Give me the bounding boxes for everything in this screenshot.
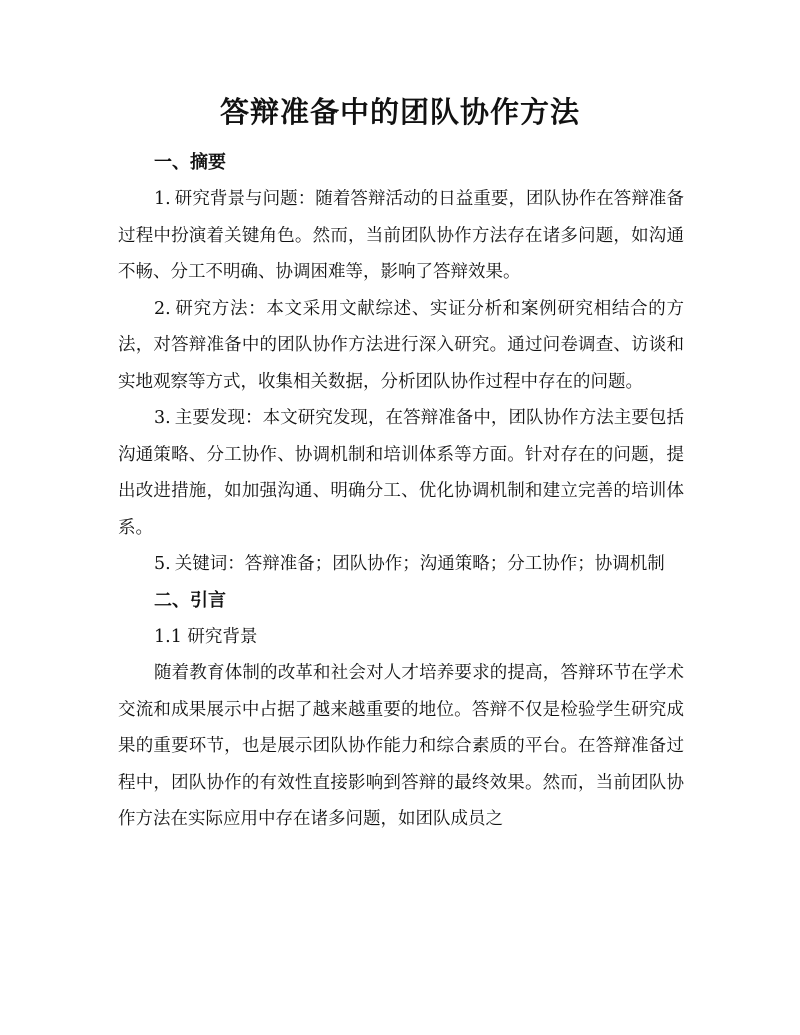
abstract-keywords-number: 5. <box>154 554 171 574</box>
document-body <box>118 145 684 838</box>
research-background-paragraph: 随着教育体制的改革和社会对人才培养要求的提高，答辩环节在学术交流和成果展示中占据了越来越重要的地位。答辩不仅是检验学生研究成果的重要环节，也是展示团队协作能力和综合素质的平台。在答辩准备过程中，团队协作的有效性直接影响到答辩的最终效果。然而，当前团队协作方法在实际应用中存在诸多问题，如团队成员之 <box>118 663 684 829</box>
introduction-heading: 二、引言 <box>154 589 226 611</box>
abstract-item-2-text: 研究方法：本文采用文献综述、实证分析和案例研究相结合的方法，对答辩准备中的团队协作方法进行深入研究。通过问卷调查、访谈和实地观察等方式，收集相关数据，分析团队协作过程中存在的问题。 <box>118 298 684 392</box>
abstract-item-2 <box>118 291 684 401</box>
document-title: 答辩准备中的团队协作方法 <box>219 95 580 129</box>
abstract-item-1 <box>118 181 684 291</box>
abstract-heading: 一、摘要 <box>154 152 226 173</box>
abstract-keywords <box>118 546 684 583</box>
abstract-item-3-number: 3. <box>154 408 171 428</box>
research-background-subheading: 1.1 研究背景 <box>154 626 258 647</box>
abstract-item-2-number: 2. <box>154 298 171 319</box>
abstract-item-3 <box>118 400 684 546</box>
abstract-item-1-text: 研究背景与问题：随着答辩活动的日益重要，团队协作在答辩准备过程中扮演着关键角色。然而，当前团队协作方法存在诸多问题，如沟通不畅、分工不明确、协调困难等，影响了答辩效果。 <box>118 189 684 282</box>
abstract-item-1-number: 1. <box>154 189 171 209</box>
abstract-keywords-text: 关键词：答辩准备；团队协作；沟通策略；分工协作；协调机制 <box>174 554 665 574</box>
abstract-item-3-text: 主要发现：本文研究发现，在答辩准备中，团队协作方法主要包括沟通策略、分工协作、协调机制和培训体系等方面。针对存在的问题，提出改进措施，如加强沟通、明确分工、优化协调机制和建立完善的培训体系。 <box>118 408 684 538</box>
